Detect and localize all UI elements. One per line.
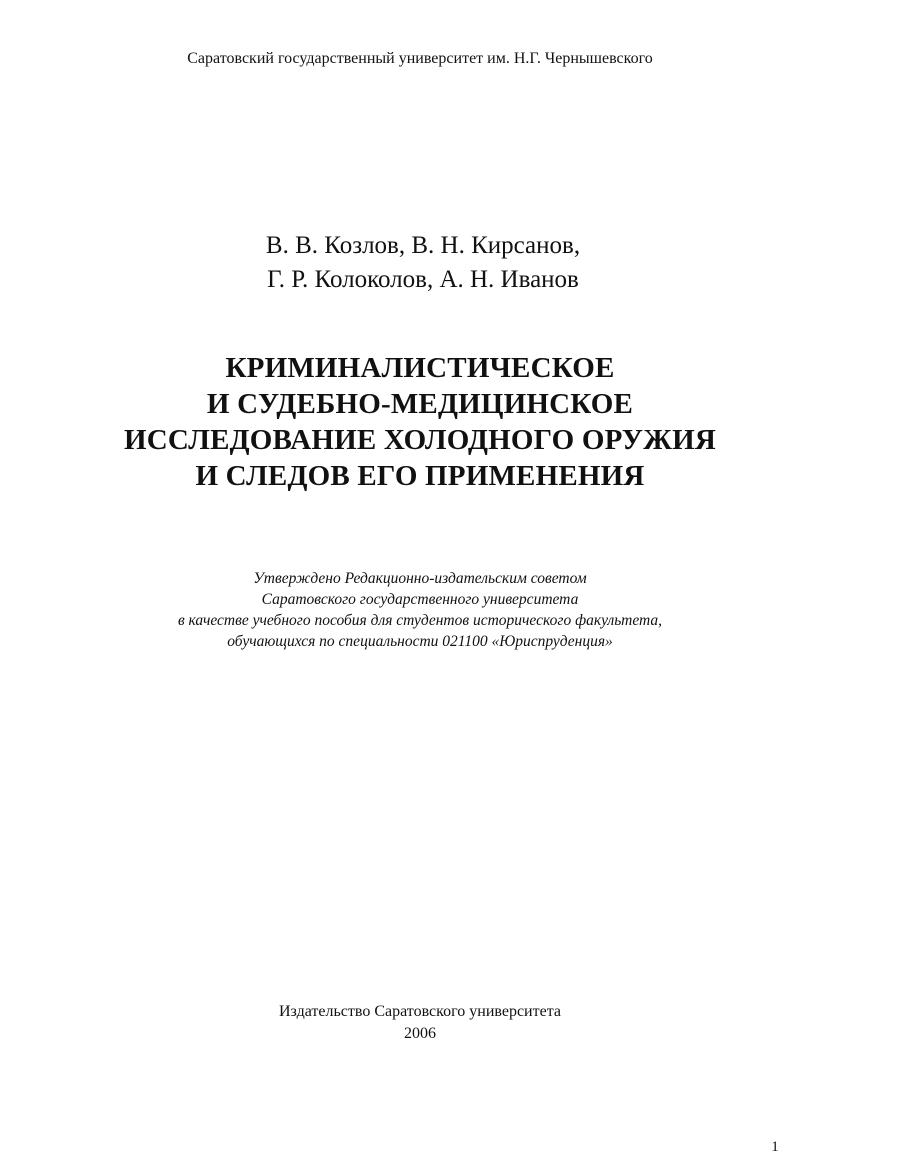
title-line-4: И СЛЕДОВ ЕГО ПРИМЕНЕНИЯ <box>195 460 645 492</box>
university-name: Саратовский государственный университет им. Н.Г. Чернышевского <box>187 50 653 67</box>
approval-line-3: в качестве учебного пособия для студентов исторического факультета, <box>177 612 663 629</box>
publisher-name: Издательство Саратовского университета <box>279 1003 561 1020</box>
authors-line-2: Г. Р. Колоколов, А. Н. Иванов <box>267 266 579 293</box>
publisher-block <box>0 1001 840 1045</box>
title-line-2: И СУДЕБНО-МЕДИЦИНСКОЕ <box>206 388 634 420</box>
authors-block <box>0 229 846 297</box>
publication-year: 2006 <box>404 1025 436 1042</box>
approval-note <box>0 568 840 652</box>
title-line-1: КРИМИНАЛИСТИЧЕСКОЕ <box>225 352 615 384</box>
approval-line-4: обучающихся по специальности 021100 «Юриспруденция» <box>227 633 613 650</box>
book-title <box>0 350 840 494</box>
authors-line-1: В. В. Козлов, В. Н. Кирсанов, <box>265 232 581 259</box>
page-number: 1 <box>771 1139 779 1155</box>
approval-line-2: Саратовского государственного университета <box>261 591 579 608</box>
title-line-3: ИССЛЕДОВАНИЕ ХОЛОДНОГО ОРУЖИЯ <box>123 424 717 456</box>
approval-line-1: Утверждено Редакционно-издательским советом <box>253 570 587 587</box>
